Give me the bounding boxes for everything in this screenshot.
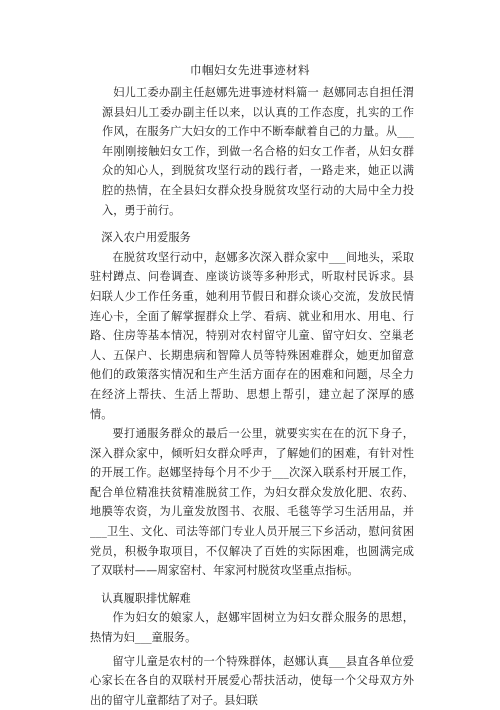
intro-paragraph: 妇儿工委办副主任赵娜先进事迹材料篇一 赵娜同志自担任渭源县妇儿工委办副主任以来，以认真的工作态度，扎实的工作作风，在服务广大妇女的工作中不断奉献着自己的力量。从___年刚刚接触妇女工作，到做一名合格的妇女工作者，从妇女群众的知心人，到脱贫攻坚行动的践行者，一路走来，她正以满腔的热情，在全县妇女群众投身脱贫攻坚行动的大局中全力投入，勇于前行。 [102, 86, 414, 217]
section1-paragraph-1: 在脱贫攻坚行动中，赵娜多次深入群众家中___间地头，采取驻村蹲点、问卷调查、座谈访谈等多种形式，听取村民诉求。县妇联人少工作任务重，她利用节假日和群众谈心交流，发放民情连心卡，全面了解掌握群众上学、看病、就业和用水、用电、行路、住房等基本情况，特别对农村留守儿童、留守妇女、空巢老人、五保户、长期患病和智障人员等特殊困难群众，她更加留意他们的政策落实情况和生产生活方面存在的困难和问题，尽全力在经济上帮扶、生活上帮助、思想上帮引，建立起了深厚的感情。 [90, 250, 414, 421]
document-title: 巾帼妇女先进事迹材料 [190, 63, 310, 77]
document-body [90, 83, 414, 710]
section2-paragraph-2: 留守儿童是农村的一个特殊群体，赵娜认真___县直各单位爱心家长在各自的双联村开展爱心帮扶活动，使每一个父母双方外出的留守儿童都结了对子。县妇联 [90, 654, 414, 707]
section1-paragraph-2: 要打通服务群众的最后一公里，就要实实在在的沉下身子，深入群众家中，倾听妇女群众呼声，了解她们的困难，有针对性的开展工作。赵娜坚持每个月不少于___次深入联系村开展工作，配合单位精准扶贫精准脱贫工作，为妇女群众发放化肥、农药、地膜等农资，为儿童发放图书、衣服、毛毯等学习生活用品，并___卫生、文化、司法等部门专业人员开展三下乡活动，慰问贫困党员，积极争取项目，不仅解决了百姓的实际困难，也圆满完成了双联村——周家窑村、年家河村脱贫攻坚重点指标。 [90, 427, 414, 578]
section-heading-1: 深入农户用爱服务 [101, 231, 191, 245]
section-heading-2: 认真履职排忧解难 [101, 591, 191, 605]
section2-paragraph-1: 作为妇女的娘家人，赵娜牢固树立为妇女群众服务的思想，热情为妇___童服务。 [90, 611, 414, 645]
